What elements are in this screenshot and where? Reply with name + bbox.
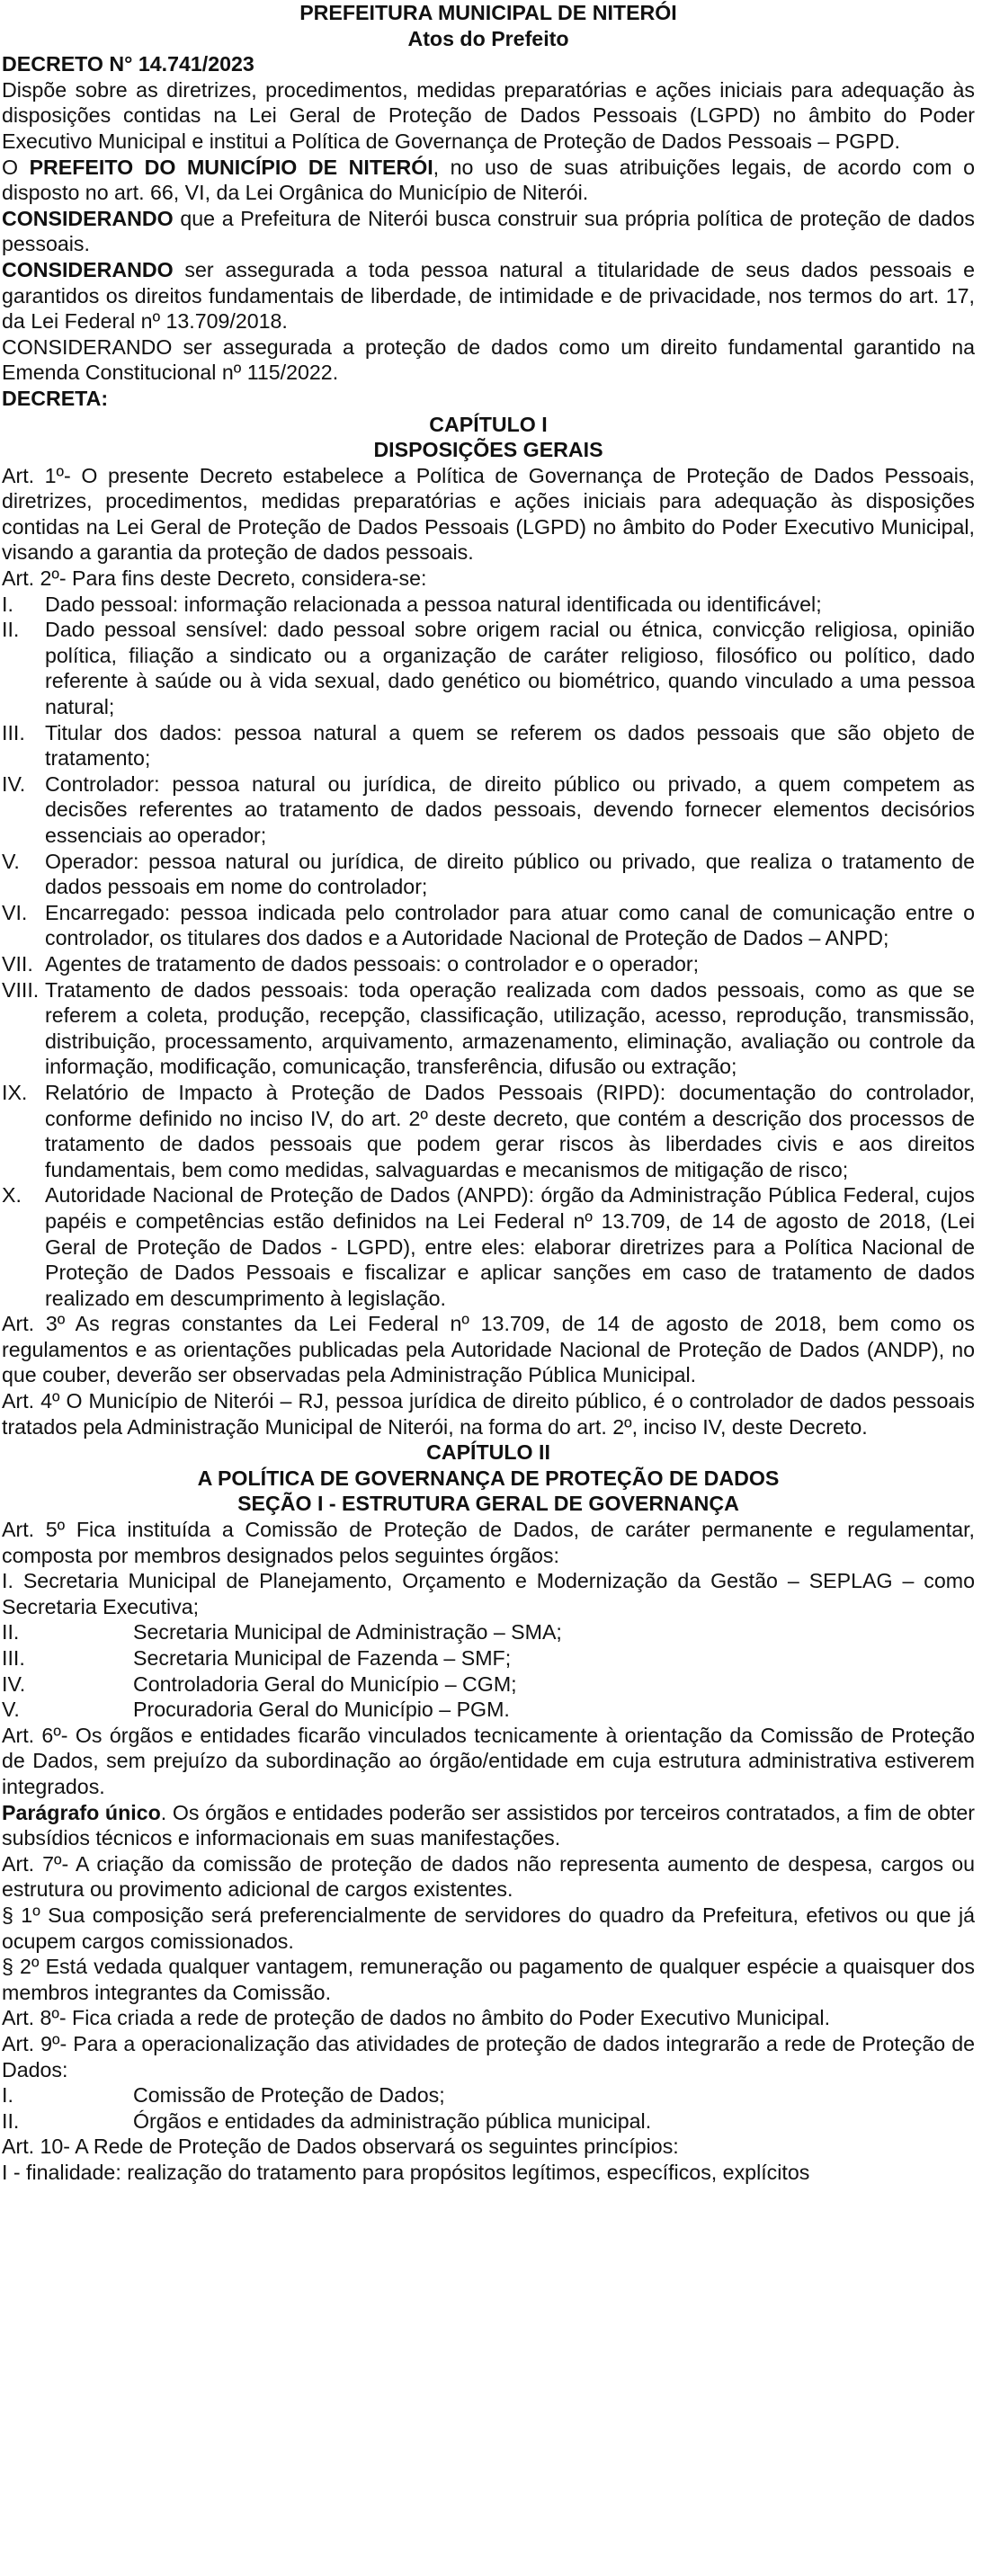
paragrafo-unico (2, 1800, 975, 1851)
commission-member-item (2, 1697, 975, 1723)
chapter-1-subtitle: DISPOSIÇÕES GERAIS (373, 438, 603, 462)
chapter-2-subtitle: A POLÍTICA DE GOVERNANÇA DE PROTEÇÃO DE DADOS (197, 1466, 780, 1490)
definition-item (2, 720, 975, 771)
network-member-item (2, 2082, 975, 2108)
paragrafo-unico-label: Parágrafo único (2, 1800, 161, 1824)
article-10-item-1: I - finalidade: realização do tratamento para propósitos legítimos, específicos, explícitos (2, 2160, 810, 2184)
considerando-text: CONSIDERANDO ser assegurada a proteção de dados como um direito fundamental garantido na Emenda Constitucional nº 115/2022. (2, 334, 975, 385)
commission-member-item (2, 1671, 975, 1698)
item-number: II. (2, 1620, 20, 1645)
item-text: Encarregado: pessoa indicada pelo controlador para atuar como canal de comunicação entre o controlador, os titulares dos dados e a Autoridade Nacional de Proteção de Dados – ANPD; (45, 900, 975, 950)
decree-ementa: Dispõe sobre as diretrizes, procedimentos, medidas preparatórias e ações iniciais para adequação às disposições contidas na Lei Geral de Proteção de Dados Pessoais (LGPD) no âmbito do Poder Executivo Municipal e institui a Política de Governança de Proteção de Dados Pessoais – PGPD. (2, 77, 975, 153)
article-6: Art. 6º- Os órgãos e entidades ficarão vinculados tecnicamente à orientação da Comissão de Proteção de Dados, sem prejuízo da subordinação ao órgão/entidade em cuja estrutura administrativa estiverem integrados. (2, 1723, 975, 1798)
item-text: Titular dos dados: pessoa natural a quem se referem os dados pessoais que são objeto de tratamento; (45, 720, 975, 771)
article-5: Art. 5º Fica instituída a Comissão de Proteção de Dados, de caráter permanente e regulamentar, composta por membros designados pelos seguintes órgãos: (2, 1518, 975, 1567)
considerando-2 (2, 257, 975, 334)
item-number: X. (2, 1183, 22, 1208)
preamble-rest: , no uso de suas atribuições legais, de acordo com o disposto no art. 66, VI, da Lei Orgânica do Município de Niterói. (2, 155, 975, 205)
item-number: III. (2, 1646, 25, 1670)
article-9: Art. 9º- Para a operacionalização das atividades de proteção de dados integrarão a rede de Proteção de Dados: (2, 2031, 975, 2081)
definition-item (2, 849, 975, 900)
definition-item (2, 771, 975, 849)
item-text: Dado pessoal sensível: dado pessoal sobre origem racial ou étnica, convicção religiosa, opinião política, filiação a sindicato ou a organização de caráter religioso, filosófico ou político, dado referente à saúde ou à vida sexual, dado genético ou biométrico, quando vinculado a uma pessoa natural; (45, 618, 975, 719)
item-number: IV. (2, 771, 26, 796)
item-number: II. (2, 618, 20, 642)
preamble-mayor: PREFEITO DO MUNICÍPIO DE NITERÓI (29, 155, 433, 179)
item-number: I. (2, 2083, 13, 2108)
article-1: Art. 1º- O presente Decreto estabelece a Política de Governança de Proteção de Dados Pessoais, diretrizes, procedimentos, medidas preparatórias e ações iniciais para adequação às disposições contidas na Lei Geral de Proteção de Dados Pessoais (LGPD) no âmbito do Poder Executivo Municipal, visando a garantia da proteção de dados pessoais. (2, 463, 975, 565)
decree-title: DECRETO N° 14.741/2023 (2, 52, 254, 76)
article-7-paragraph-1: § 1º Sua composição será preferencialmente de servidores do quadro da Prefeitura, efetivos ou que já ocupem cargos comissionados. (2, 1903, 975, 1953)
item-number: IV. (2, 1671, 26, 1696)
item-text: Secretaria Municipal de Administração – SMA; (133, 1620, 562, 1645)
item-number: VIII. (2, 977, 40, 1002)
item-number: III. (2, 720, 25, 744)
item-text: Órgãos e entidades da administração pública municipal. (133, 2108, 652, 2133)
considerando-keyword: CONSIDERANDO (2, 257, 174, 281)
issuer-header: PREFEITURA MUNICIPAL DE NITERÓI (299, 1, 677, 24)
preamble (2, 155, 975, 206)
decreta-heading: DECRETA: (2, 386, 109, 410)
item-text: Agentes de tratamento de dados pessoais: o controlador e o operador; (45, 951, 700, 976)
definition-item (2, 1182, 975, 1311)
item-text: Procuradoria Geral do Município – PGM. (133, 1698, 510, 1722)
item-number: V. (2, 1698, 20, 1722)
item-number: II. (2, 2108, 20, 2133)
item-number: VII. (2, 951, 33, 976)
item-text: Relatório de Impacto à Proteção de Dados Pessoais (RIPD): documentação do controlador, conforme definido no inciso IV, do art. 2º deste decreto, que contém a descrição dos processos de tratamento de dados pessoais que podem gerar riscos às liberdades civis e aos direitos fundamentais, bem como medidas, salvaguardas e mecanismos de mitigação de risco; (45, 1080, 975, 1181)
commission-member-item (2, 1619, 975, 1645)
item-text: Dado pessoal: informação relacionada a pessoa natural identificada ou identificável; (45, 592, 822, 616)
item-number: VI. (2, 900, 28, 924)
section-1-title: SEÇÃO I - ESTRUTURA GERAL DE GOVERNANÇA (237, 1492, 739, 1516)
article-2-intro: Art. 2º- Para fins deste Decreto, considera-se: (2, 566, 427, 591)
considerando-3 (2, 334, 975, 386)
considerando-text: ser assegurada a toda pessoa natural a titularidade de seus dados pessoais e garantidos os direitos fundamentais de liberdade, de intimidade e de privacidade, nos termos do art. 17, da Lei Federal nº 13.709/2018. (2, 257, 975, 334)
definition-item (2, 977, 975, 1080)
chapter-1-title: CAPÍTULO I (429, 412, 548, 436)
article-4: Art. 4º O Município de Niterói – RJ, pessoa jurídica de direito público, é o controlador de dados pessoais tratados pela Administração Municipal de Niterói, na forma do art. 2º, inciso IV, deste Decreto. (2, 1389, 975, 1439)
article-3: Art. 3º As regras constantes da Lei Federal nº 13.709, de 14 de agosto de 2018, bem como os regulamentos e as orientações publicadas pela Autoridade Nacional de Proteção de Dados (ANDP), no que couber, deverão ser observadas pela Administração Pública Municipal. (2, 1312, 975, 1387)
item-number: IX. (2, 1080, 28, 1104)
definition-item (2, 617, 975, 719)
item-text: Tratamento de dados pessoais: toda operação realizada com dados pessoais, como as que se referem a coleta, produção, recepção, classificação, utilização, acesso, reprodução, transmissão, distribuição, processamento, arquivamento, armazenamento, eliminação, avaliação ou controle da informação, modificação, comunicação, transferência, difusão ou extração; (45, 977, 975, 1079)
item-text: Secretaria Municipal de Fazenda – SMF; (133, 1646, 512, 1670)
paragrafo-unico-text: . Os órgãos e entidades poderão ser assistidos por terceiros contratados, a fim de obter subsídios técnicos e informacionais em suas manifestações. (2, 1800, 976, 1850)
item-text: Controladoria Geral do Município – CGM; (133, 1671, 517, 1696)
considerando-keyword: CONSIDERANDO (2, 206, 174, 230)
article-7-paragraph-2: § 2º Está vedada qualquer vantagem, remuneração ou pagamento de qualquer espécie a quaisquer dos membros integrantes da Comissão. (2, 1955, 975, 2004)
chapter-2-title: CAPÍTULO II (426, 1440, 550, 1465)
preamble-lead: O (2, 155, 30, 179)
section-header: Atos do Prefeito (407, 26, 569, 50)
item-text: Operador: pessoa natural ou jurídica, de direito público ou privado, que realiza o tratamento de dados pessoais em nome do controlador; (45, 849, 975, 899)
item-text: Comissão de Proteção de Dados; (133, 2083, 445, 2108)
definition-item (2, 900, 975, 951)
article-10: Art. 10- A Rede de Proteção de Dados observará os seguintes princípios: (2, 2135, 679, 2159)
item-text: Controlador: pessoa natural ou jurídica, de direito público ou privado, a quem competem as decisões referentes ao tratamento de dados pessoais, devendo fornecer elementos decisórios essenciais ao operador; (45, 771, 975, 847)
considerando-text: que a Prefeitura de Niterói busca construir sua própria política de proteção de dados pessoais. (2, 206, 975, 256)
article-5-item-1: I. Secretaria Municipal de Planejamento, Orçamento e Modernização da Gestão – SEPLAG – como Secretaria Executiva; (2, 1569, 975, 1618)
definition-item (2, 1080, 975, 1182)
item-text: Autoridade Nacional de Proteção de Dados (ANPD): órgão da Administração Pública Federal, cujos papéis e competências estão definidos na Lei Federal nº 13.709, de 14 de agosto de 2018, (Lei Geral de Proteção de Dados - LGPD), entre eles: elaborar diretrizes para a Política Nacional de Proteção de Dados Pessoais e fiscalizar e aplicar sanções em caso de tratamento de dados realizado em descumprimento à legislação. (45, 1183, 975, 1310)
definition-item (2, 592, 975, 618)
network-member-item (2, 2108, 975, 2135)
article-7: Art. 7º- A criação da comissão de proteção de dados não representa aumento de despesa, cargos ou estrutura ou provimento adicional de cargos existentes. (2, 1851, 975, 1902)
item-number: V. (2, 849, 20, 873)
definition-item (2, 951, 975, 977)
commission-member-item (2, 1645, 975, 1671)
considerando-1 (2, 206, 975, 257)
article-8: Art. 8º- Fica criada a rede de proteção de dados no âmbito do Poder Executivo Municipal. (2, 2006, 831, 2030)
item-number: I. (2, 592, 13, 616)
